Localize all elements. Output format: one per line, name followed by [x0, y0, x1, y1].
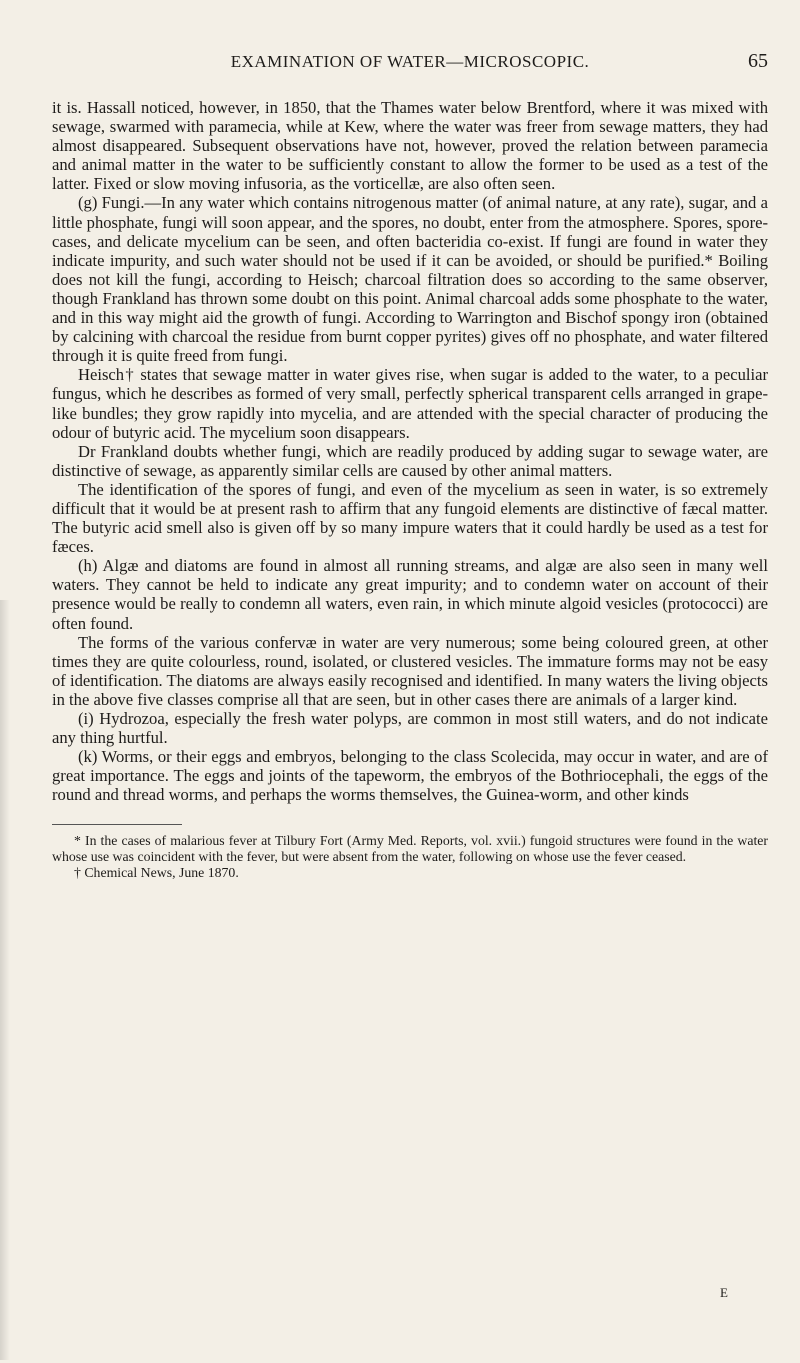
paragraph-hydrozoa: (i) Hydrozoa, especially the fresh water polyps, are common in most still waters, and do not indicate any thing hurtful.	[52, 709, 768, 748]
paragraph-algae: (h) Algæ and diatoms are found in almost all running streams, and algæ are also seen in many well waters. They cannot be held to indicate any great impurity; and to condemn water on account of their presence would be really to condemn all waters, even rain, in which minute algoid vesicles (protococci) are often found.	[52, 556, 768, 633]
paragraph: The forms of the various confervæ in water are very numerous; some being coloured green, at other times they are quite colourless, round, isolated, or clustered vesicles. The immature forms may not be easy of identification. The diatoms are always easily recognised and identified. In many waters the living objects in the above five classes comprise all that are seen, but in other cases there are animals of a larger kind.	[52, 632, 768, 709]
paragraph: it is. Hassall noticed, however, in 1850, that the Thames water below Brentford, where it was mixed with sewage, swarmed with paramecia, while at Kew, where the water was freer from sewage matters, they had almost disappeared. Subsequent observations have not, however, proved the relation between paramecia and animal matter in the water to be sufficiently constant to allow the former to be used as a test of the latter. Fixed or slow moving infusoria, as the vorticellæ, are also often seen.	[52, 98, 768, 194]
paragraph-worms: (k) Worms, or their eggs and embryos, belonging to the class Scolecida, may occur in water, and are of great importance. The eggs and joints of the tapeworm, the embryos of the Bothriocephali, the eggs of the round and thread worms, and perhaps the worms themselves, the Guinea-worm, and other kinds	[52, 747, 768, 805]
footnotes	[52, 833, 768, 880]
signature-mark: E	[720, 1285, 728, 1300]
page-edge-shadow	[0, 600, 10, 1360]
paragraph: Dr Frankland doubts whether fungi, which are readily produced by adding sugar to sewage water, are distinctive of sewage, as apparently similar cells are caused by other animal matters.	[52, 441, 768, 480]
page-number: 65	[748, 50, 768, 72]
running-head: EXAMINATION OF WATER—MICROSCOPIC.	[230, 52, 590, 71]
paragraph: Heisch† states that sewage matter in water gives rise, when sugar is added to the water, to a peculiar fungus, which he describes as formed of very small, perfectly spherical transparent cells arranged in grape-like bundles; they grow rapidly into mycelia, and are attended with the special character of producing the odour of butyric acid. The mycelium soon disappears.	[52, 365, 768, 442]
footnote-rule	[52, 824, 182, 825]
footnote: * In the cases of malarious fever at Tilbury Fort (Army Med. Reports, vol. xvii.) fungoid structures were found in the water whose use was coincident with the fever, but were absent from the water, following on whose use the fever ceased.	[52, 833, 768, 865]
book-page	[52, 50, 768, 880]
paragraph: The identification of the spores of fungi, and even of the mycelium as seen in water, is so extremely difficult that it would be at present rash to affirm that any fungoid elements are distinctive of fæcal matter. The butyric acid smell also is given off by so many impure waters that it could hardly be used as a test for fæces.	[52, 479, 768, 557]
page-header	[52, 50, 768, 80]
footnote: † Chemical News, June 1870.	[74, 864, 239, 880]
body-text	[52, 98, 768, 804]
paragraph-fungi: (g) Fungi.—In any water which contains nitrogenous matter (of animal nature, at any rate), sugar, and a little phosphate, fungi will soon appear, and the spores, no doubt, enter from the atmosphere. Spores, spore-cases, and delicate mycelium can be seen, and often bacteridia co-exist. If fungi are found in water they indicate impurity, and such water should not be used if it can be avoided, or should be purified.* Boiling does not kill the fungi, according to Heisch; charcoal filtration does so according to the same observer, though Frankland has thrown some doubt on this point. Animal charcoal adds some phosphate to the water, and in this way might aid the growth of fungi. According to Warrington and Bischof spongy iron (obtained by calcining with charcoal the residue from burnt copper pyrites) gives off no phosphate, and water filtered through it is quite freed from fungi.	[52, 193, 768, 366]
